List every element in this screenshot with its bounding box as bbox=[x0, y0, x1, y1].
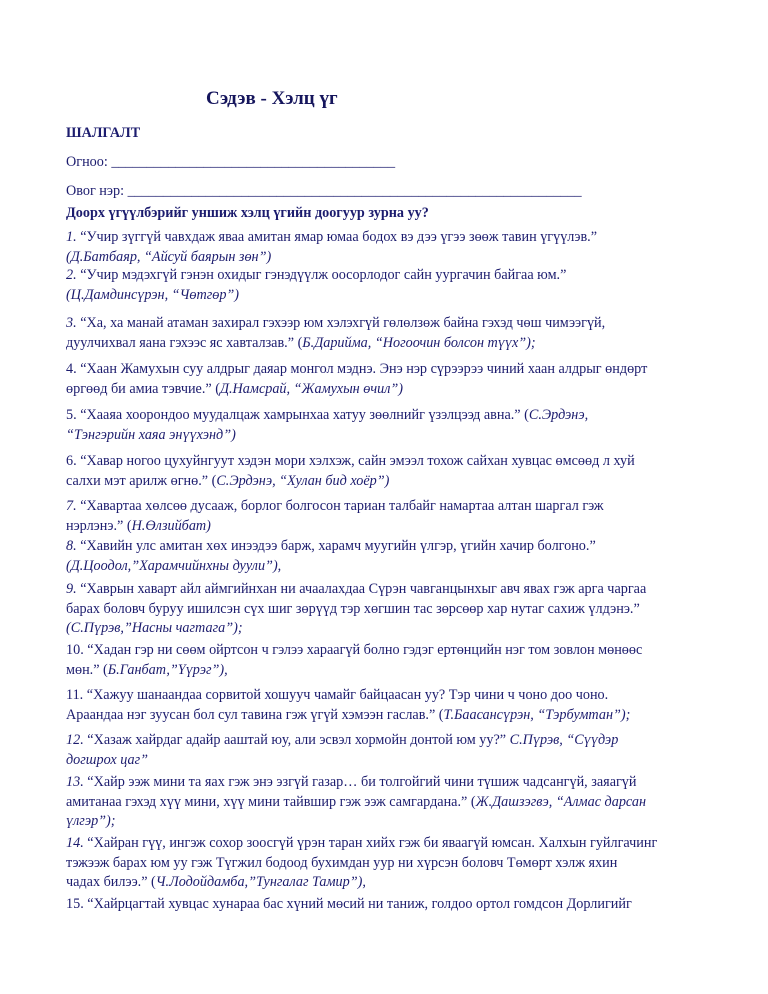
source-citation: “Тэнгэрийн хаяа энүүхэнд”) bbox=[66, 426, 236, 443]
question-line bbox=[66, 619, 726, 639]
question-item bbox=[66, 834, 726, 893]
question-text: “Хаан Жамухын суу алдрыг даяар монгол мэднэ. Энэ нэр сүрээрээ чиний хаан алдрыг өндөрт bbox=[76, 361, 648, 377]
question-line bbox=[66, 793, 726, 813]
source-citation: (Ц.Дамдинсүрэн, “Чөтгөр”) bbox=[66, 286, 240, 303]
question-number: 1. bbox=[66, 229, 77, 245]
question-line bbox=[66, 751, 726, 771]
question-line bbox=[66, 497, 726, 517]
question-text: “Хайрцагтай хувцас хунараа бас хүний мөсий ни таниж, голдоо ортол гомдсон Дорлигийг bbox=[83, 896, 632, 912]
question-item bbox=[66, 314, 726, 353]
date-line: Огноо: ________________________________________ bbox=[66, 154, 396, 170]
question-number: 5. bbox=[66, 407, 77, 423]
source-citation: С.Эрдэнэ, “Хулан бид хоёр”) bbox=[216, 472, 390, 489]
question-line bbox=[66, 854, 726, 874]
question-number: 11. bbox=[66, 687, 84, 703]
exam-label: ШАЛГАЛТ bbox=[66, 125, 141, 141]
question-line bbox=[66, 661, 726, 681]
question-line bbox=[66, 834, 726, 854]
source-citation: Н.Өлзийбат) bbox=[131, 517, 211, 534]
source-citation: (Д.Батбаяр, “Айсуй баярын зөн”) bbox=[66, 248, 272, 265]
question-number: 7. bbox=[66, 498, 77, 514]
source-citation: Ж.Дашзэгвэ, “Алмас дарсан bbox=[475, 793, 646, 810]
question-line bbox=[66, 641, 726, 661]
question-item bbox=[66, 497, 726, 536]
question-line bbox=[66, 380, 726, 400]
question-item bbox=[66, 580, 726, 639]
question-number: 14. bbox=[66, 835, 84, 851]
question-number: 9. bbox=[66, 581, 77, 597]
question-number: 2. bbox=[66, 267, 77, 283]
question-text: салхи мэт арилж өгнө.” ( bbox=[66, 472, 217, 489]
question-text: дуулчихвал яана гэхээс яс хавталзав.” ( bbox=[66, 334, 303, 351]
question-item bbox=[66, 406, 726, 445]
question-text: “Хайран гүү, ингэж сохор зоосгүй үрэн таран хийх гэж би яваагүй юмсан. Халхын гуйлгачинг bbox=[83, 835, 658, 851]
question-text: мөн.” ( bbox=[66, 661, 108, 678]
question-item bbox=[66, 228, 726, 267]
question-line bbox=[66, 452, 726, 472]
question-item bbox=[66, 731, 726, 770]
question-text: “Хавийн улс амитан хөх инээдээ барж, харамч муугийн үлгэр, үгийн хачир болгоно.” bbox=[76, 538, 596, 554]
source-citation: Б.Дарийма, “Ногоочин болсон түүх”); bbox=[302, 334, 536, 351]
question-text: “Хааяа хоорондоо муудалцаж хамрынхаа хатуу зөөлнийг үзэлцээд авна.” ( bbox=[76, 407, 529, 423]
question-number: 10. bbox=[66, 642, 84, 658]
question-line bbox=[66, 286, 726, 306]
question-line bbox=[66, 406, 726, 426]
question-line bbox=[66, 580, 726, 600]
question-line bbox=[66, 266, 726, 286]
question-line bbox=[66, 557, 726, 577]
question-text: “Учир зүггүй чавхдаж яваа амитан ямар юмаа бодох вэ дээ үгээ зөөж тавин үгүүлэв.” bbox=[76, 229, 598, 245]
question-number: 6. bbox=[66, 453, 77, 469]
source-citation: С.Пүрэв, “Сүүдэр bbox=[509, 732, 619, 748]
question-number: 12. bbox=[66, 732, 84, 748]
question-item bbox=[66, 452, 726, 491]
question-item bbox=[66, 537, 726, 576]
source-citation: үлгэр”); bbox=[66, 813, 116, 829]
question-line bbox=[66, 517, 726, 537]
question-text: “Хадан гэр ни сөөм ойртсон ч гэлээ хараагүй болно гэдэг ертөнцийн нэг том зовлон мөнөөс bbox=[83, 642, 643, 658]
question-line bbox=[66, 334, 726, 354]
question-line bbox=[66, 600, 726, 620]
source-citation: Д.Намсрай, “Жамухын өчил”) bbox=[219, 380, 404, 397]
question-item bbox=[66, 686, 726, 725]
question-line bbox=[66, 686, 726, 706]
question-line bbox=[66, 537, 726, 557]
question-line bbox=[66, 228, 726, 248]
question-number: 8. bbox=[66, 538, 77, 554]
source-citation: Ч.Лодойдамба,”Тунгалаг Тамир”), bbox=[155, 874, 366, 890]
question-text: нэрлэнэ.” ( bbox=[66, 517, 132, 534]
question-item bbox=[66, 360, 726, 399]
question-line bbox=[66, 812, 726, 832]
question-text: чадах билээ.” ( bbox=[66, 874, 156, 890]
question-item bbox=[66, 773, 726, 832]
question-line bbox=[66, 426, 726, 446]
question-item bbox=[66, 266, 726, 305]
question-text: тэжээж барах юм уу гэж Түгжил бодоод бухимдан уур ни хүрсэн боловч Төмөрт хэлж яхин bbox=[66, 854, 618, 871]
question-line bbox=[66, 895, 726, 915]
question-item bbox=[66, 895, 726, 915]
question-text: Араандаа нэг зуусан бол сул тавина гэж үгүй хэмээн гаслав.” ( bbox=[66, 706, 444, 723]
question-line bbox=[66, 248, 726, 268]
source-citation: С.Эрдэнэ, bbox=[528, 407, 589, 423]
question-line bbox=[66, 360, 726, 380]
question-text: “Хазаж хайрдаг адайр ааштай юу, али эсвэл хормойн донтой юм уу?” bbox=[83, 732, 510, 748]
question-line bbox=[66, 314, 726, 334]
question-number: 4. bbox=[66, 361, 77, 377]
question-number: 15. bbox=[66, 896, 84, 912]
question-number: 13. bbox=[66, 774, 84, 790]
question-text: барах боловч буруу ишилсэн сүх шиг зөрүүд тэр хөгшин тас зөрсөөр хар нутаг сахиж үлдэнэ.” bbox=[66, 600, 640, 617]
source-citation: Т.Баасансүрэн, “Тэрбумтан”); bbox=[443, 706, 631, 723]
source-citation: догшрох цаг” bbox=[66, 751, 149, 768]
question-line bbox=[66, 773, 726, 793]
question-text: “Хаврын хаварт айл аймгийнхан ни ачаалахдаа Сүрэн чавганцынхыг авч явах гэж арга чаргаа bbox=[76, 581, 647, 597]
question-text: “Хажуу шанаандаа сорвитой хошууч чамайг байцаасан уу? Тэр чини ч чоно доо чоно. bbox=[83, 687, 609, 703]
question-line bbox=[66, 873, 726, 893]
source-citation: Б.Ганбат,”Үүрэг”), bbox=[107, 661, 228, 678]
source-citation: (Д.Цоодол,”Харамчийнхны дуули”), bbox=[66, 557, 282, 574]
question-text: “Хавар ногоо цухуйнгуут хэдэн мори хэлхэж, сайн эмээл тохож сайхан хувцас өмсөөд л хуй bbox=[76, 453, 635, 469]
question-item bbox=[66, 641, 726, 680]
question-text: “Хайр ээж мини та яах гэж энэ эзгүй газар… би толгойгий чини түшиж чадсангүй, заяагүй bbox=[83, 774, 637, 790]
question-text: амитанаа гэхэд хүү мини, хүү мини тайвшир гэж ээж самгардана.” ( bbox=[66, 793, 476, 810]
question-line bbox=[66, 731, 726, 751]
question-text: өргөөд би амиа тэвчие.” ( bbox=[66, 380, 220, 397]
question-number: 3. bbox=[66, 315, 77, 331]
name-line: Овог нэр: ________________________________________________________________ bbox=[66, 183, 582, 199]
question-text: “Ха, ха манай атаман захирал гэхээр юм хэлэхгүй гөлөлзөж байна гэхэд чөш чимээгүй, bbox=[76, 315, 606, 331]
page-title: Сэдэв - Хэлц үг bbox=[206, 88, 338, 109]
question-line bbox=[66, 472, 726, 492]
question-text: “Учир мэдэхгүй гэнэн охидыг гэнэдүүлж оосорлодог сайн уургачин байгаа юм.” bbox=[76, 267, 567, 283]
question-text: “Хавартаа хөлсөө дусааж, борлог болгосон тариан талбайг намартаа алтан шаргал гэж bbox=[76, 498, 604, 514]
source-citation: (С.Пүрэв,”Насны чагтага”); bbox=[66, 620, 243, 636]
instruction: Доорх үгүүлбэрийг уншиж хэлц үгийн доогуур зурна уу? bbox=[66, 205, 429, 221]
question-line bbox=[66, 706, 726, 726]
